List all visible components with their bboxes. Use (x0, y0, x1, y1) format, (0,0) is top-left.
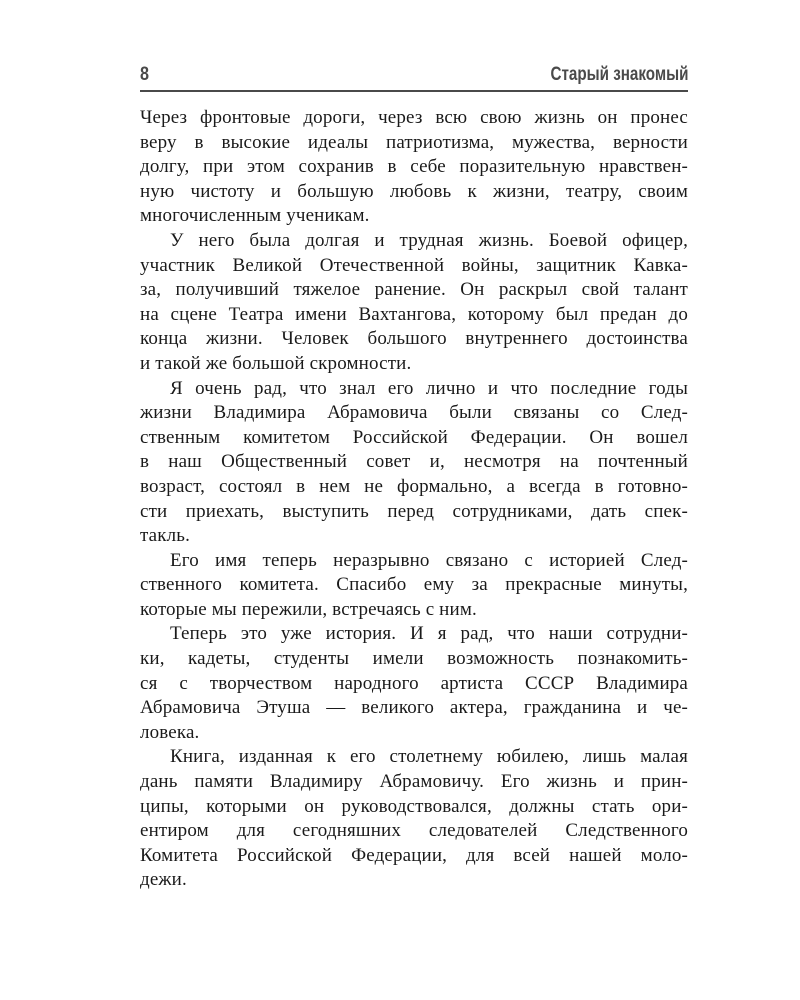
text-line: ся с творчеством народного артиста СССР Владимира (140, 672, 688, 694)
text-line: Теперь это уже история. И я рад, что наши сотрудни- (170, 623, 688, 645)
text-line: такль. (140, 525, 190, 547)
text-line: в наш Общественный совет и, несмотря на почтенный (140, 451, 688, 473)
text-line: Комитета Российской Федерации, для всей нашей моло- (140, 844, 688, 866)
running-title: Старый знакомый (550, 64, 688, 85)
paragraph-4 (140, 549, 688, 623)
page-number: 8 (140, 64, 149, 85)
text-line: веру в высокие идеалы патриотизма, мужества, верности (140, 131, 688, 153)
text-line: долгу, при этом сохранив в себе поразительную нравствен- (140, 156, 688, 178)
text-line: дежи. (140, 869, 187, 891)
text-line: и такой же большой скромности. (140, 352, 412, 374)
text-line: возраст, состоял в нем не формально, а всегда в готовно- (140, 475, 688, 497)
text-line: дань памяти Владимиру Абрамовичу. Его жизнь и прин- (140, 771, 688, 793)
text-line: ную чистоту и большую любовь к жизни, театру, своим (140, 180, 688, 202)
paragraph-5 (140, 622, 688, 745)
text-line: сти приехать, выступить перед сотрудниками, дать спек- (140, 500, 688, 522)
text-line: Через фронтовые дороги, через всю свою жизнь он пронес (140, 107, 688, 128)
text-line: за, получивший тяжелое ранение. Он раскрыл свой талант (140, 279, 688, 301)
text-line: жизни Владимира Абрамовича были связаны со След- (140, 402, 688, 424)
text-line: Я очень рад, что знал его лично и что последние годы (170, 377, 688, 399)
text-line: участник Великой Отечественной войны, защитник Кавка- (140, 254, 688, 276)
body-text (140, 106, 688, 893)
page-header (140, 62, 688, 92)
paragraph-3 (140, 377, 688, 549)
text-line: Его имя теперь неразрывно связано с историей След- (170, 549, 688, 571)
text-line: У него была долгая и трудная жизнь. Боевой офицер, (170, 229, 688, 251)
text-line: ловека. (140, 721, 200, 743)
text-line: Книга, изданная к его столетнему юбилею, лишь малая (170, 746, 688, 768)
text-line: ципы, которыми он руководствовался, должны стать ори- (140, 795, 688, 817)
text-line: ентиром для сегодняшних следователей Следственного (140, 820, 688, 842)
text-line: ственным комитетом Российской Федерации. Он вошел (140, 426, 688, 448)
text-line: которые мы пережили, встречаясь с ним. (140, 598, 477, 620)
text-line: конца жизни. Человек большого внутреннего достоинства (140, 328, 688, 350)
paragraph-2 (140, 229, 688, 377)
text-line: многочисленным ученикам. (140, 205, 370, 227)
text-line: Абрамовича Этуша — великого актера, гражданина и че- (140, 697, 688, 719)
paragraph-6 (140, 745, 688, 893)
text-line: на сцене Театра имени Вахтангова, которому был предан до (140, 303, 688, 325)
text-line: ственного комитета. Спасибо ему за прекрасные минуты, (140, 574, 688, 596)
paragraph-1 (140, 106, 688, 229)
text-line: ки, кадеты, студенты имели возможность познакомить- (140, 648, 688, 670)
